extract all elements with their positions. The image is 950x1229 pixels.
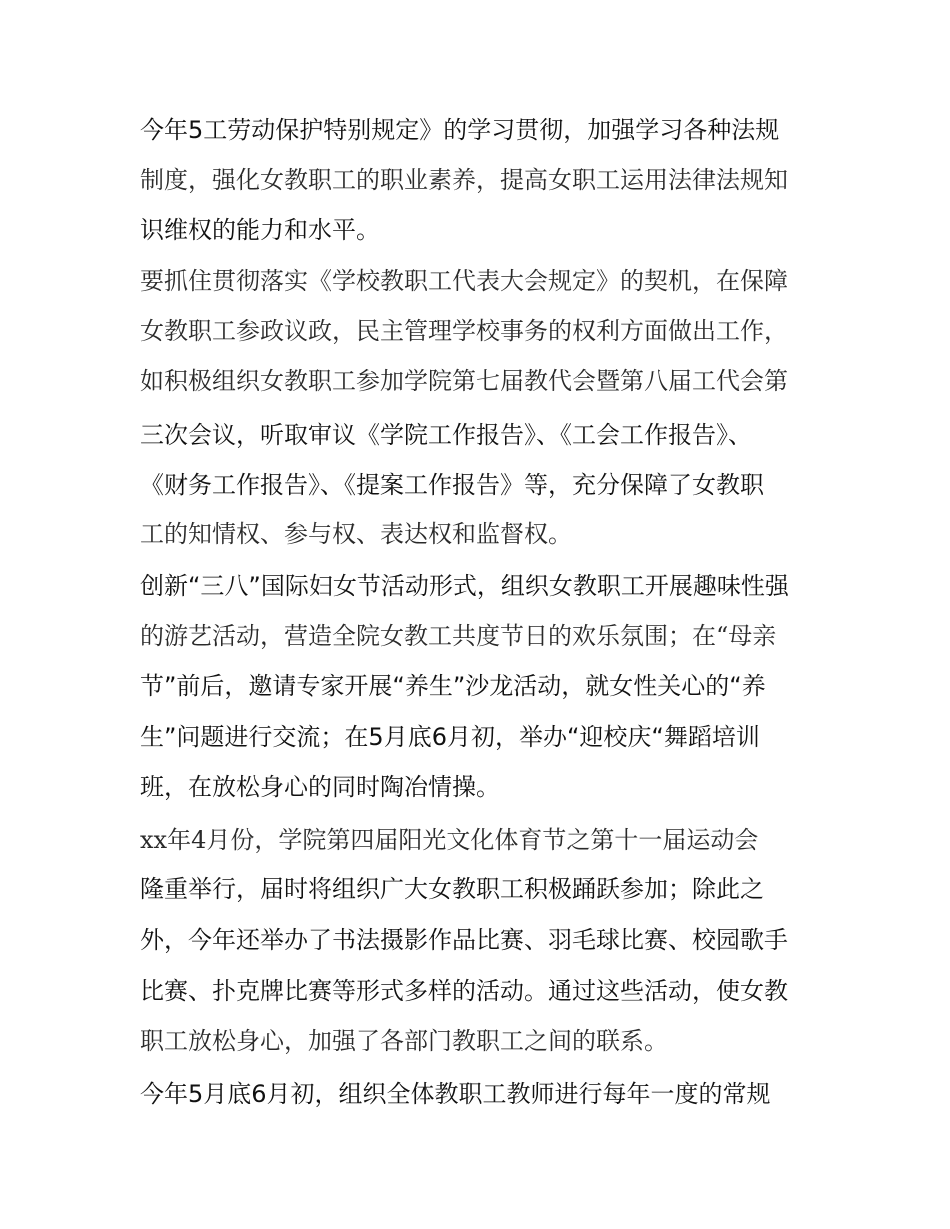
paragraph-line: 女教职工参政议政，民主管理学校事务的权利方面做出工作，	[140, 317, 788, 345]
paragraph-line: 节”前后，邀请专家开展“养生”沙龙活动，就女性关心的“养	[140, 672, 766, 700]
paragraph-line: 三次会议，听取审议《学院工作报告》、《工会工作报告》、	[140, 421, 752, 449]
paragraph-line: 职工放松身心，加强了各部门教职工之间的联系。	[140, 1027, 668, 1055]
paragraph-line: 隆重举行，届时将组织广大女教职工积极踊跃参加；除此之	[140, 875, 764, 903]
paragraph-line: 如积极组织女教职工参加学院第七届教代会暨第八届工代会第	[140, 367, 788, 395]
paragraph-line: 的游艺活动，营造全院女教工共度节日的欢乐氛围；在“母亲	[140, 622, 777, 650]
paragraph-line: 外，今年还举办了书法摄影作品比赛、羽毛球比赛、校园歌手	[140, 926, 788, 954]
paragraph-line: 生”问题进行交流；在5月底6月初，举办“迎校庆“舞蹈培训	[140, 723, 760, 751]
paragraph-line: 识维权的能力和水平。	[140, 216, 380, 244]
paragraph-line: 《财务工作报告》、《提案工作报告》等，充分保障了女教职	[140, 471, 764, 499]
paragraph-line: 今年5工劳动保护特别规定》的学习贯彻，加强学习各种法规	[140, 116, 780, 144]
paragraph-line: 要抓住贯彻落实《学校教职工代表大会规定》的契机，在保障	[140, 267, 788, 295]
paragraph-line: xx年4月份，学院第四届阳光文化体育节之第十一届运动会	[140, 826, 759, 854]
paragraph-line: 工的知情权、参与权、表达权和监督权。	[140, 520, 572, 548]
paragraph-line: 班，在放松身心的同时陶冶情操。	[140, 773, 500, 801]
paragraph-line: 制度，强化女教职工的职业素养，提高女职工运用法律法规知	[140, 166, 788, 194]
paragraph-line: 今年5月底6月初，组织全体教职工教师进行每年一度的常规	[140, 1080, 771, 1108]
paragraph-line: 比赛、扑克牌比赛等形式多样的活动。通过这些活动，使女教	[140, 977, 788, 1005]
paragraph-line: 创新“三八”国际妇女节活动形式，组织女教职工开展趣味性强	[140, 572, 789, 600]
